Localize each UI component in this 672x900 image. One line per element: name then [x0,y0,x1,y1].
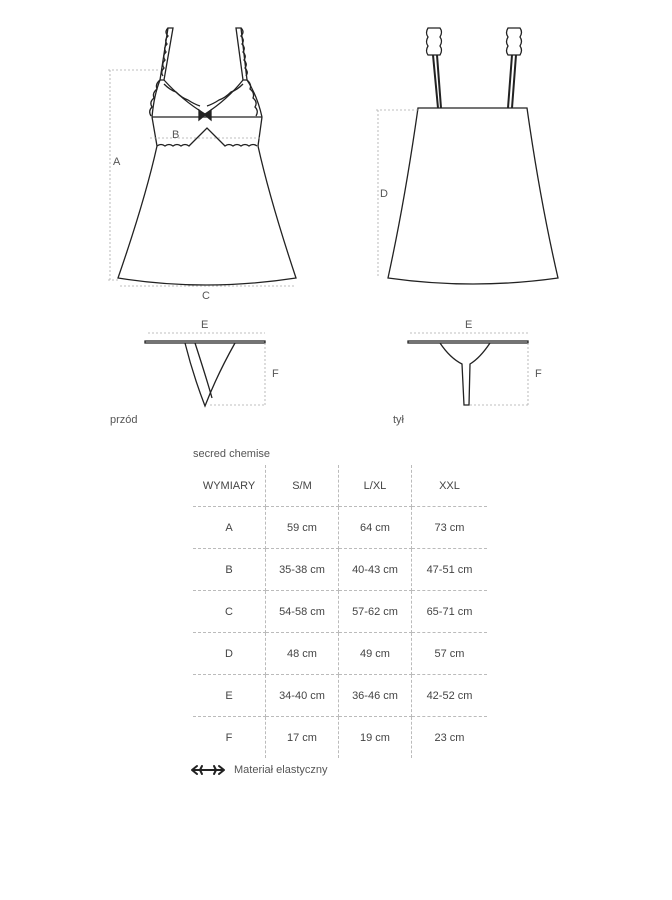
dimension-label-e-back: E [465,319,473,331]
header-size-xxl: XXL [412,465,488,507]
dimension-label-a: A [113,156,121,168]
product-name: secred chemise [193,448,271,460]
table-cell: 54-58 cm [266,591,339,633]
header-size-lxl: L/XL [339,465,412,507]
table-cell: 49 cm [339,633,412,675]
table-cell: 17 cm [266,717,339,759]
table-cell: 36-46 cm [339,675,412,717]
table-cell: 73 cm [412,507,488,549]
row-label: E [193,675,266,717]
dimension-label-d: D [380,188,388,200]
table-cell: 42-52 cm [412,675,488,717]
elastic-material-legend [190,764,328,776]
header-dimensions: WYMIARY [193,465,266,507]
size-table [193,465,487,758]
front-view-label: przód [110,414,138,426]
table-cell: 65-71 cm [412,591,488,633]
dimension-label-f-front: F [272,368,279,380]
back-thong-drawing [408,341,528,405]
table-cell: 34-40 cm [266,675,339,717]
row-label: B [193,549,266,591]
row-label: D [193,633,266,675]
dimension-label-f-back: F [535,368,542,380]
front-chemise-drawing [118,28,296,285]
table-row [193,675,487,717]
garment-diagram [0,0,672,430]
header-size-sm: S/M [266,465,339,507]
table-header-row [193,465,487,507]
front-thong-drawing [145,341,265,406]
row-label: C [193,591,266,633]
table-row [193,633,487,675]
row-label: A [193,507,266,549]
stretch-arrows-icon [190,764,226,776]
table-row [193,507,487,549]
table-cell: 47-51 cm [412,549,488,591]
table-cell: 19 cm [339,717,412,759]
table-cell: 48 cm [266,633,339,675]
back-chemise-drawing [388,28,558,284]
row-label: F [193,717,266,759]
back-view-label: tył [393,414,404,426]
table-cell: 57-62 cm [339,591,412,633]
table-cell: 59 cm [266,507,339,549]
table-cell: 40-43 cm [339,549,412,591]
dimension-label-b: B [172,129,180,141]
table-cell: 57 cm [412,633,488,675]
table-cell: 23 cm [434,731,465,744]
dimension-label-c: C [202,290,210,302]
table-row [193,717,487,759]
table-row [193,549,487,591]
table-cell: 35-38 cm [266,549,339,591]
table-cell: 64 cm [339,507,412,549]
table-row [193,591,487,633]
legend-text: Materiał elastyczny [234,764,328,776]
dimension-label-e-front: E [201,319,209,331]
